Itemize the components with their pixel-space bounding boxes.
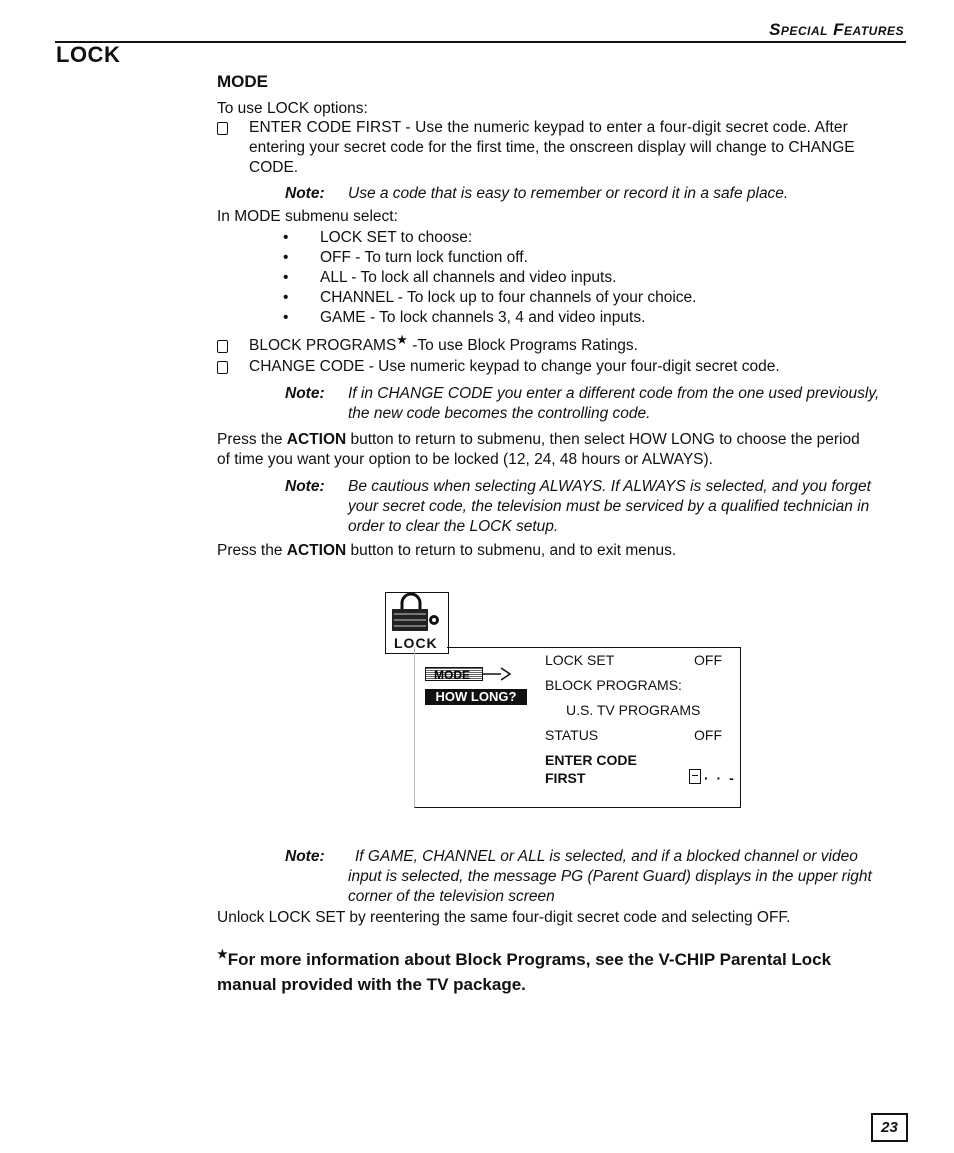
enter-code-item	[217, 118, 909, 178]
text-span: button to return to submenu, and to exit menus.	[346, 542, 677, 559]
bullet-icon: •	[283, 269, 289, 286]
list-item-text: OFF - To turn lock function off.	[320, 249, 528, 266]
cursor-dash-icon	[692, 775, 698, 776]
note-line: Be cautious when selecting ALWAYS. If ALWAYS is selected, and you forget	[348, 478, 871, 495]
note-line: If in CHANGE CODE you enter a different code from the one used previously,	[348, 385, 880, 402]
osd-lock-set-value: OFF	[694, 652, 722, 668]
note-line: If GAME, CHANNEL or ALL is selected, and if a blocked channel or video	[355, 848, 858, 865]
list-item-text: ALL - To lock all channels and video inputs.	[320, 269, 617, 286]
note-label: Note:	[285, 185, 325, 202]
list-item-text: LOCK SET to choose:	[320, 229, 473, 246]
list-item-text: CHANNEL - To lock up to four channels of your choice.	[320, 289, 697, 306]
text-span: Press the	[217, 431, 287, 448]
enter-code-line3: CODE.	[249, 159, 299, 176]
tab-mode[interactable]: MODE	[425, 667, 483, 681]
mode-heading: MODE	[217, 72, 268, 91]
footnote-line	[217, 948, 907, 973]
list-item	[283, 248, 528, 268]
block-programs-text: -To use Block Programs Ratings.	[412, 337, 638, 354]
checkbox-bullet-icon	[217, 340, 228, 353]
osd-us-tv-programs[interactable]: U.S. TV PROGRAMS	[566, 702, 701, 718]
osd-status-label: STATUS	[545, 727, 599, 743]
note-label: Note:	[285, 848, 325, 865]
note-text: Use a code that is easy to remember or record it in a safe place.	[348, 185, 789, 202]
section-header: Special Features	[769, 20, 904, 39]
note-label: Note:	[285, 385, 325, 402]
list-item	[283, 288, 697, 308]
action-paragraph-1	[217, 430, 907, 470]
note-change-code	[285, 384, 907, 424]
checkbox-bullet-icon	[217, 122, 228, 135]
osd-lock-set-label[interactable]: LOCK SET	[545, 652, 615, 668]
text-span: Press the	[217, 542, 287, 559]
intro-text: To use LOCK options:	[217, 100, 368, 117]
action-line	[217, 430, 907, 450]
block-programs-label: BLOCK PROGRAMS	[249, 337, 397, 354]
note-line: order to clear the LOCK setup.	[348, 518, 559, 535]
header-divider	[55, 41, 906, 43]
note-line: the new code becomes the controlling code.	[348, 405, 651, 422]
page-title: LOCK	[56, 42, 121, 67]
change-code-text: CHANGE CODE - Use numeric keypad to change your four-digit secret code.	[249, 358, 780, 375]
osd-enter-code-line1: ENTER CODE	[545, 752, 637, 768]
change-code-item	[217, 357, 780, 377]
list-item	[283, 308, 645, 328]
list-item-text: GAME - To lock channels 3, 4 and video inputs.	[320, 309, 646, 326]
action-keyword: ACTION	[286, 542, 347, 559]
note-label: Note:	[285, 478, 325, 495]
star-icon: ★	[217, 947, 228, 961]
enter-code-line1: ENTER CODE FIRST - Use the numeric keypad to enter a four-digit secret code. After	[249, 119, 848, 136]
action-paragraph-2	[217, 541, 907, 561]
padlock-icon	[386, 593, 448, 635]
tab-how-long[interactable]: HOW LONG?	[425, 689, 527, 705]
text-span: button to return to submenu, then select HOW LONG to choose the period	[346, 431, 860, 448]
lock-menu-icon	[385, 592, 449, 654]
osd-panel-top-border	[447, 647, 740, 648]
note-line: corner of the television screen	[348, 888, 555, 905]
note-code-tip	[285, 184, 845, 204]
list-item	[283, 228, 472, 248]
lock-icon-label: LOCK	[394, 635, 438, 651]
action-keyword: ACTION	[286, 431, 347, 448]
unlock-text: Unlock LOCK SET by reentering the same four-digit secret code and selecting OFF.	[217, 909, 791, 926]
note-line: your secret code, the television must be serviced by a qualified technician in	[348, 498, 870, 515]
note-line: input is selected, the message PG (Parent Guard) displays in the upper right	[348, 868, 872, 885]
note-body	[348, 384, 879, 424]
code-remaining-digits: · · -	[704, 770, 736, 786]
bullet-icon: •	[283, 309, 289, 326]
page-number: 23	[871, 1113, 908, 1142]
submenu-intro: In MODE submenu select:	[217, 208, 398, 225]
bullet-icon: •	[283, 229, 289, 246]
block-programs-item	[217, 332, 638, 356]
note-game-channel	[285, 847, 907, 907]
bullet-icon: •	[283, 289, 289, 306]
checkbox-bullet-icon	[217, 361, 228, 374]
code-digit-input[interactable]	[689, 769, 701, 784]
note-always-warning	[285, 477, 907, 537]
star-icon: ★	[396, 332, 408, 347]
footnote-line: manual provided with the TV package.	[217, 975, 526, 994]
action-line: of time you want your option to be locked (12, 24, 48 hours or ALWAYS).	[217, 451, 713, 468]
note-body	[348, 477, 871, 537]
enter-code-line2: entering your secret code for the first time, the onscreen display will change to CHANGE	[249, 139, 855, 156]
footnote-text: For more information about Block Programs, see the V-CHIP Parental Lock	[227, 950, 832, 969]
footnote	[217, 948, 907, 996]
list-item	[283, 268, 616, 288]
note-body	[348, 847, 872, 907]
osd-status-value: OFF	[694, 727, 722, 743]
arrow-right-icon	[483, 665, 513, 683]
osd-block-programs-label[interactable]: BLOCK PROGRAMS:	[545, 677, 682, 693]
osd-enter-code-line2: FIRST	[545, 770, 586, 786]
bullet-icon: •	[283, 249, 289, 266]
